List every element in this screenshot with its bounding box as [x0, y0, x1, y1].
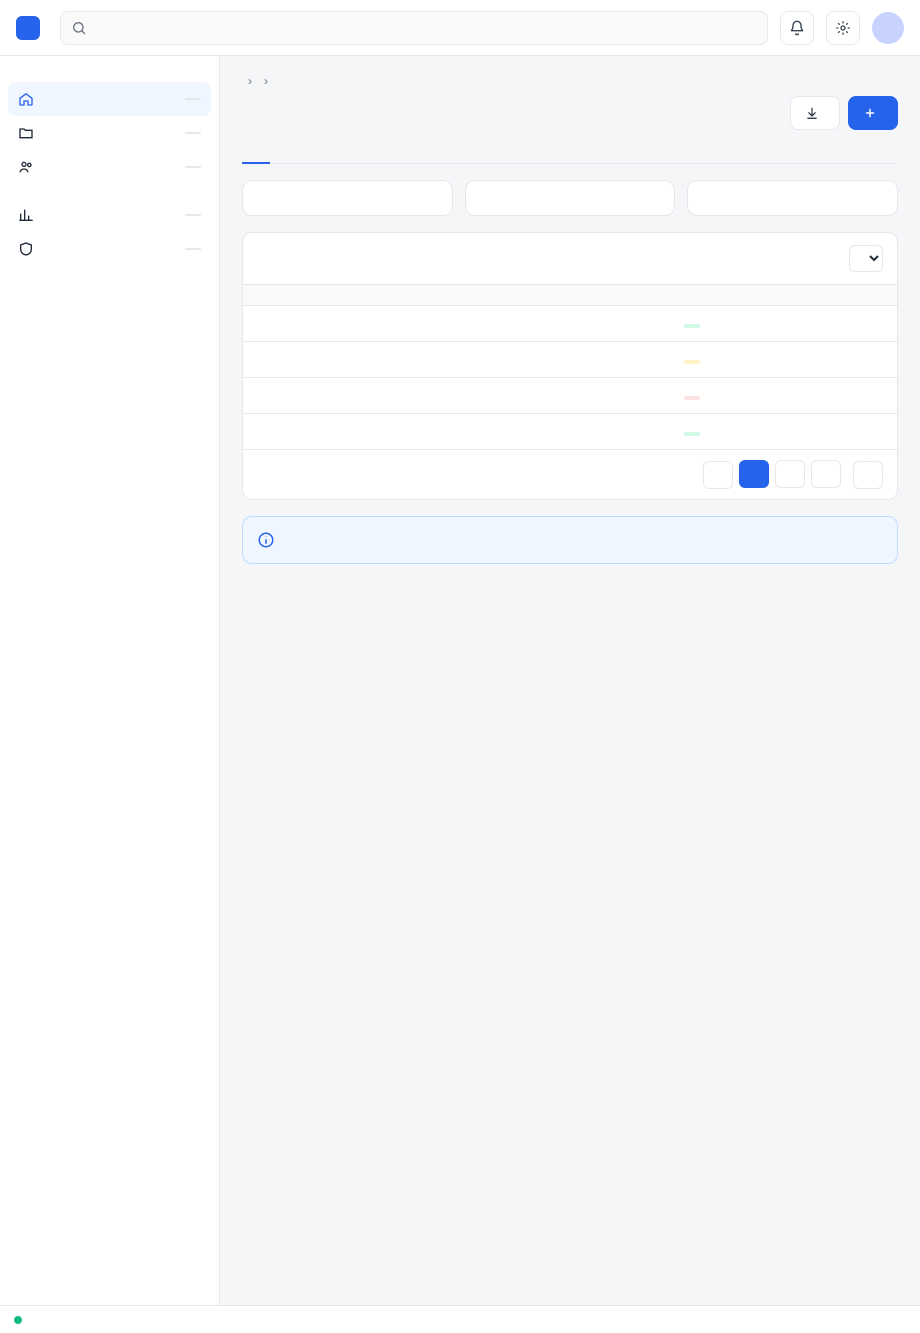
table-row[interactable] — [243, 414, 897, 450]
table-header-row — [243, 285, 897, 306]
table-cell — [243, 342, 350, 378]
table-cell — [456, 378, 563, 414]
prev-page-button[interactable] — [703, 461, 733, 489]
brand[interactable] — [16, 16, 48, 40]
settings-button[interactable] — [826, 11, 860, 45]
page-number-button[interactable] — [775, 460, 805, 488]
tab[interactable] — [306, 144, 334, 164]
column-header[interactable] — [243, 285, 350, 306]
notifications-button[interactable] — [780, 11, 814, 45]
gear-icon — [835, 20, 851, 36]
info-icon — [257, 531, 275, 549]
table-cell — [350, 342, 457, 378]
table-cell — [243, 306, 350, 342]
table-cell — [350, 306, 457, 342]
info-notice — [242, 516, 898, 564]
table-cell — [563, 414, 670, 450]
row-action-button[interactable] — [703, 363, 715, 365]
plus-icon — [863, 106, 877, 120]
sidebar-item[interactable] — [8, 232, 211, 266]
status-bar — [0, 1305, 920, 1333]
home-icon — [18, 91, 34, 107]
data-table-panel — [242, 232, 898, 500]
table-cell — [456, 306, 563, 342]
avatar[interactable] — [872, 12, 904, 44]
table-row[interactable] — [243, 378, 897, 414]
status-dot-icon — [14, 1316, 22, 1324]
sidebar — [0, 56, 220, 1305]
table-cell — [350, 378, 457, 414]
row-action-button[interactable] — [703, 327, 715, 329]
sidebar-item-count — [185, 248, 201, 250]
table-cell — [563, 378, 670, 414]
filter — [849, 245, 883, 272]
sidebar-item[interactable] — [8, 82, 211, 116]
search-input[interactable] — [95, 19, 757, 37]
title-row — [242, 96, 898, 130]
table-row[interactable] — [243, 306, 897, 342]
table-cell — [563, 342, 670, 378]
panel-header — [243, 233, 897, 285]
sidebar-item[interactable] — [8, 116, 211, 150]
stat-card — [687, 180, 898, 216]
search-icon — [71, 20, 87, 36]
main-content — [220, 56, 920, 1305]
stat-card — [465, 180, 676, 216]
status-badge — [684, 324, 700, 328]
download-icon — [805, 106, 819, 120]
users-icon — [18, 159, 34, 175]
data-table — [243, 285, 897, 450]
chart-icon — [18, 207, 34, 223]
table-cell — [456, 414, 563, 450]
row-action-button[interactable] — [703, 399, 715, 401]
status-cell — [670, 306, 897, 342]
table-cell — [563, 306, 670, 342]
bell-icon — [789, 20, 805, 36]
folder-icon — [18, 125, 34, 141]
tab[interactable] — [242, 144, 270, 164]
top-bar — [0, 0, 920, 56]
shield-icon — [18, 241, 34, 257]
page-number-button[interactable] — [739, 460, 769, 488]
page-buttons — [739, 460, 847, 489]
status-cell — [670, 378, 897, 414]
chevron-right-icon: › — [248, 74, 252, 88]
pagination — [243, 450, 897, 499]
table-cell — [456, 342, 563, 378]
primary-button[interactable] — [848, 96, 898, 130]
stat-card — [242, 180, 453, 216]
chevron-right-icon: › — [264, 74, 268, 88]
title-actions — [790, 96, 898, 130]
column-header[interactable] — [350, 285, 457, 306]
page-number-button[interactable] — [811, 460, 841, 488]
tab[interactable] — [274, 144, 302, 164]
sidebar-item-count — [185, 166, 201, 168]
row-action-button[interactable] — [703, 435, 715, 437]
sidebar-item-count — [185, 98, 201, 100]
sidebar-item-count — [185, 214, 201, 216]
status-badge — [684, 432, 700, 436]
status-badge — [684, 396, 700, 400]
stat-cards — [242, 180, 898, 216]
table-row[interactable] — [243, 342, 897, 378]
column-header[interactable] — [670, 285, 897, 306]
column-header[interactable] — [456, 285, 563, 306]
breadcrumb — [242, 74, 898, 88]
filter-select[interactable] — [849, 245, 883, 272]
status-badge — [684, 360, 700, 364]
logo-icon — [16, 16, 40, 40]
table-body — [243, 306, 897, 450]
secondary-button[interactable] — [790, 96, 840, 130]
sidebar-item[interactable] — [8, 150, 211, 184]
sidebar-item[interactable] — [8, 198, 211, 232]
table-cell — [243, 378, 350, 414]
tab-bar — [242, 144, 898, 164]
status-cell — [670, 342, 897, 378]
search-box[interactable] — [60, 11, 768, 45]
next-page-button[interactable] — [853, 461, 883, 489]
sidebar-item-count — [185, 132, 201, 134]
status-cell — [670, 414, 897, 450]
column-header[interactable] — [563, 285, 670, 306]
table-cell — [350, 414, 457, 450]
table-cell — [243, 414, 350, 450]
